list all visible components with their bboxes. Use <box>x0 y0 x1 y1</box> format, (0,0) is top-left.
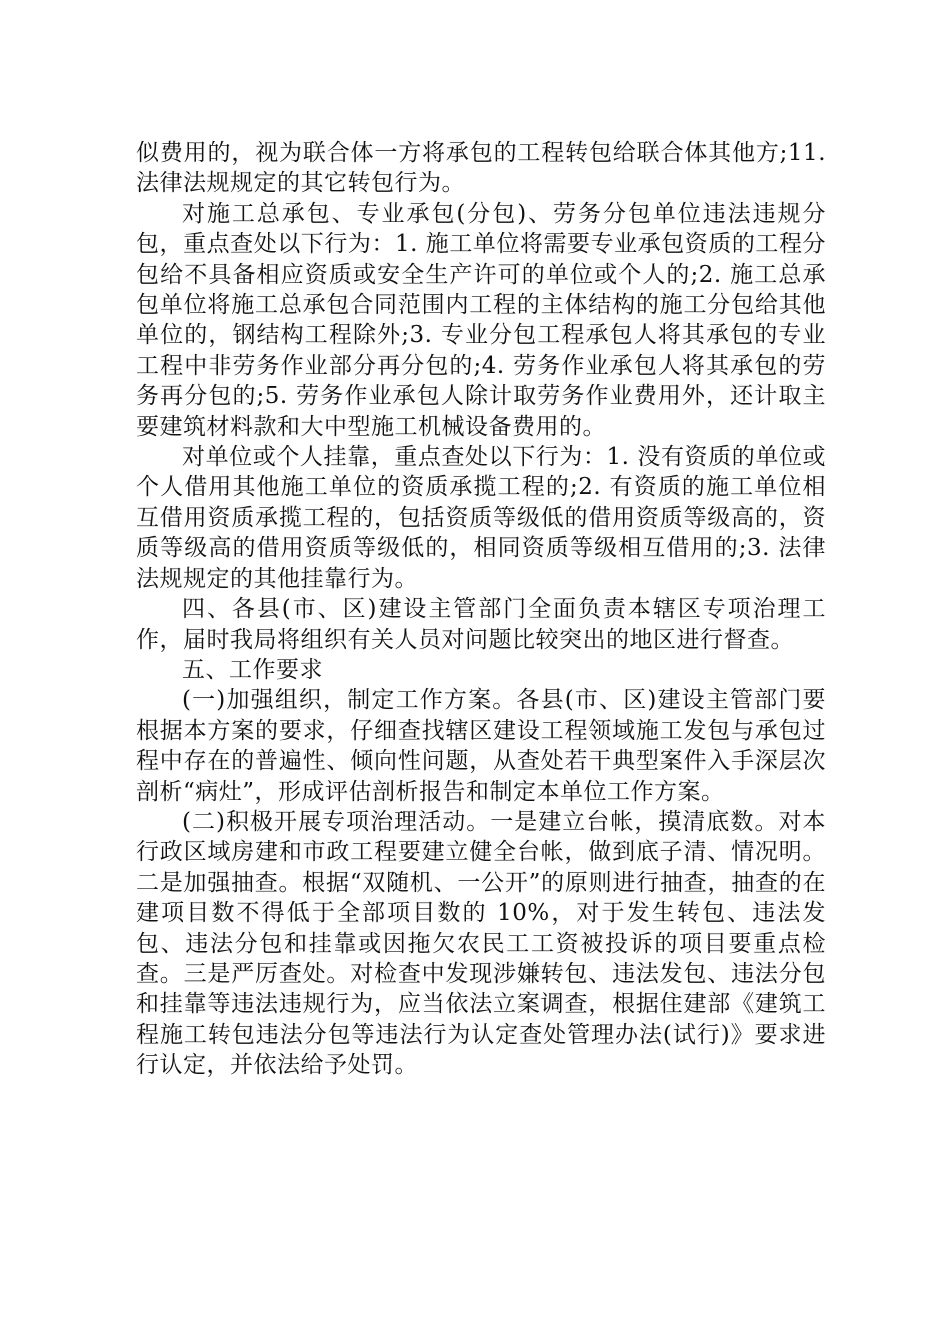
paragraph-continuation: 似费用的，视为联合体一方将承包的工程转包给联合体其他方;11. 法律法规规定的其它转包行为。 <box>136 140 826 197</box>
paragraph-requirement-two: (二)积极开展专项治理活动。一是建立台帐，摸清底数。对本行政区域房建和市政工程要建立健全台帐，做到底子清、情况明。二是加强抽查。根据“双随机、一公开”的原则进行抽查，抽查的在建项目数不得低于全部项目数的 10%，对于发生转包、违法发包、违法分包和挂靠或因拖欠农民工工资被投诉的项目要重点检查。三是严厉查处。对检查中发现涉嫌转包、违法发包、违法分包和挂靠等违法违规行为，应当依法立案调查，根据住建部《建筑工程施工转包违法分包等违法行为认定查处管理办法(试行)》要求进行认定，并依法给予处罚。 <box>136 808 826 1079</box>
paragraph-affiliation: 对单位或个人挂靠，重点查处以下行为：1. 没有资质的单位或个人借用其他施工单位的资质承揽工程的;2. 有资质的施工单位相互借用资质承揽工程的，包括资质等级低的借用资质等级高的，资质等级高的借用资质等级低的，相同资质等级相互借用的;3. 法律法规规定的其他挂靠行为。 <box>136 444 826 592</box>
paragraph-requirement-one: (一)加强组织，制定工作方案。各县(市、区)建设主管部门要根据本方案的要求，仔细查找辖区建设工程领域施工发包与承包过程中存在的普遍性、倾向性问题，从查处若干典型案件入手深层次剖析“病灶”，形成评估剖析报告和制定本单位工作方案。 <box>136 687 826 805</box>
paragraph-section-four: 四、各县(市、区)建设主管部门全面负责本辖区专项治理工作，届时我局将组织有关人员对问题比较突出的地区进行督查。 <box>136 596 826 653</box>
section-heading-five: 五、工作要求 <box>182 656 323 683</box>
paragraph-subcontracting: 对施工总承包、专业承包(分包)、劳务分包单位违法违规分包，重点查处以下行为：1. 施工单位将需要专业承包资质的工程分包给不具备相应资质或安全生产许可的单位或个人的;2. 施工总承包单位将施工总承包合同范围内工程的主体结构的施工分包给其他单位的，钢结构工程除外;3. 专业分包工程承包人将其承包的专业工程中非劳务作业部分再分包的;4. 劳务作业承包人将其承包的劳务再分包的;5. 劳务作业承包人除计取劳务作业费用外，还计取主要建筑材料款和大中型施工机械设备费用的。 <box>136 200 826 440</box>
document-body <box>136 138 826 1081</box>
